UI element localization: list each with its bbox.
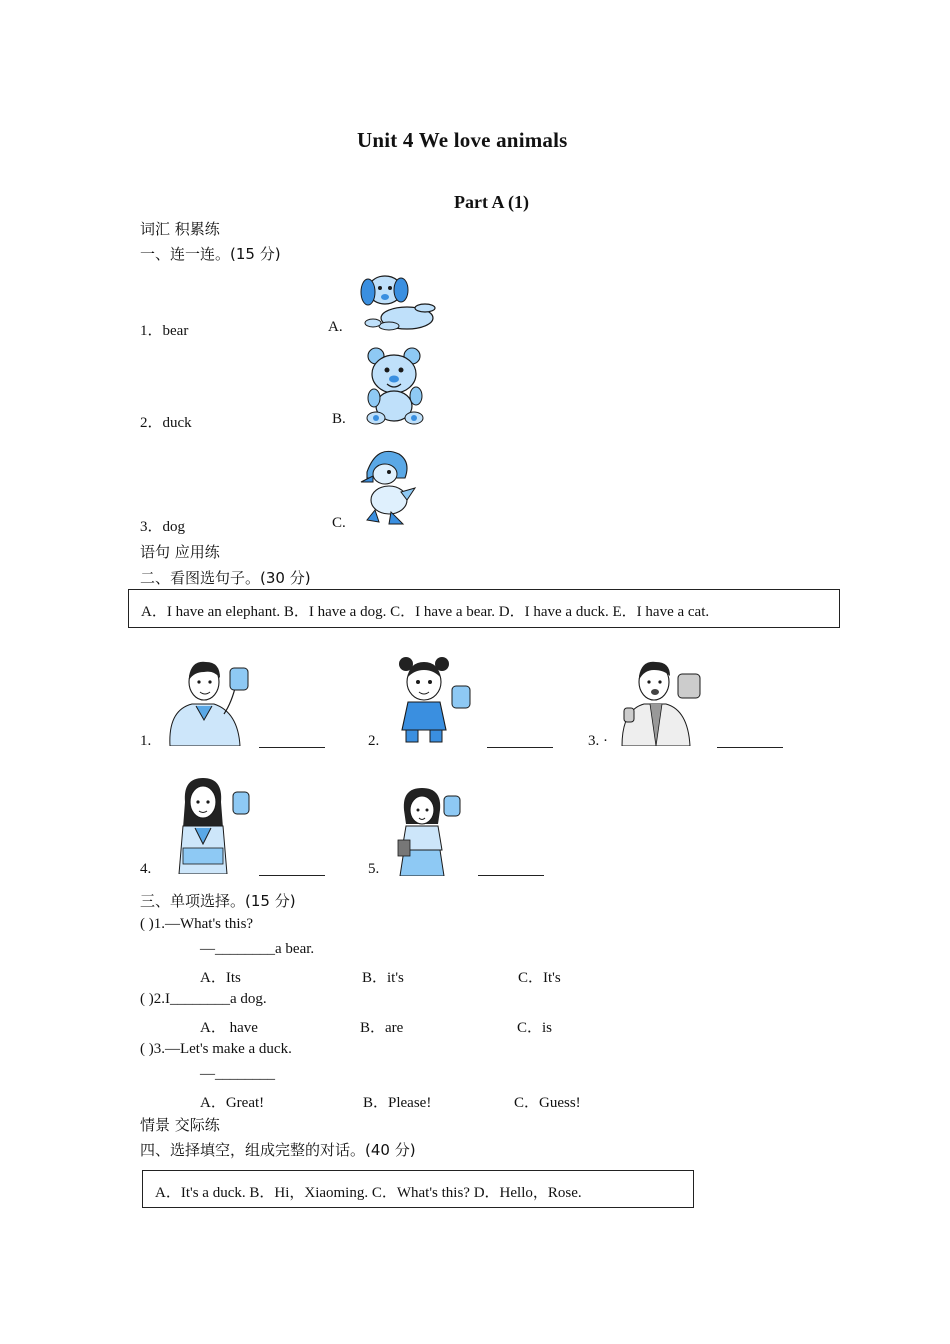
page-title: Unit 4 We love animals (357, 128, 568, 152)
picture-item-4-label: 4. (140, 861, 152, 877)
q1-option-b[interactable]: B．it's (362, 970, 404, 986)
q2-option-a[interactable]: A． have (200, 1020, 258, 1036)
section-three-heading: 三、单项选择。(15 分) (140, 892, 296, 910)
girl-with-bear-toy-icon (165, 772, 251, 874)
picture-item-3-label: 3. · (588, 733, 608, 749)
scene-label: 情景 交际练 (140, 1116, 220, 1134)
picture-item-5-label: 5. (368, 861, 380, 877)
q3-option-c[interactable]: C．Guess! (514, 1095, 581, 1111)
girl-with-duck-toy-icon (390, 652, 474, 746)
vocab-label: 词汇 积累练 (140, 220, 220, 238)
sentence-label: 语句 应用练 (140, 543, 220, 561)
section-four-options-box (142, 1170, 694, 1208)
answer-blank-3[interactable] (717, 733, 783, 753)
picture-item-2-label: 2. (368, 733, 380, 749)
section-two-options-box (128, 589, 840, 628)
duck-picture-icon (357, 444, 419, 530)
option-a-label: A. (328, 319, 343, 335)
option-c-label: C. (332, 515, 346, 531)
boy-with-dog-toy-icon (162, 654, 250, 746)
option-b-label: B. (332, 411, 346, 427)
q1-option-a[interactable]: A．Its (200, 970, 241, 986)
picture-item-1-label: 1. (140, 733, 152, 749)
bear-picture-icon (360, 346, 434, 426)
dog-picture-icon (355, 268, 439, 334)
question-1-response: —________a bear. (200, 941, 315, 957)
section-one-heading: 一、连一连。(15 分) (140, 245, 281, 263)
answer-blank-2[interactable] (487, 733, 553, 753)
section-four-heading: 四、选择填空，组成完整的对话。(40 分) (140, 1141, 416, 1159)
section-four-options: A．It's a duck. B．Hi，Xiaoming. C．What's this? D．Hello，Rose. (155, 1185, 582, 1201)
boy-with-cat-toy-icon (614, 654, 704, 746)
word-duck: 2．duck (140, 415, 192, 431)
q3-option-a[interactable]: A．Great! (200, 1095, 265, 1111)
question-2: ( )2.I________a dog. (140, 991, 267, 1007)
girl-with-elephant-toy-icon (392, 784, 464, 876)
section-two-options: A．I have an elephant. B．I have a dog. C．I have a bear. D．I have a duck. E．I have a cat. (141, 604, 710, 620)
part-heading: Part A (1) (454, 192, 529, 212)
word-dog: 3．dog (140, 519, 186, 535)
question-3-response: —________ (200, 1066, 275, 1082)
answer-blank-5[interactable] (478, 861, 544, 881)
q2-option-b[interactable]: B．are (360, 1020, 404, 1036)
q3-option-b[interactable]: B．Please! (363, 1095, 432, 1111)
section-two-heading: 二、看图选句子。(30 分) (140, 569, 311, 587)
answer-blank-4[interactable] (259, 861, 325, 881)
answer-blank-1[interactable] (259, 733, 325, 753)
q2-option-c[interactable]: C．is (517, 1020, 553, 1036)
q1-option-c[interactable]: C．It's (518, 970, 561, 986)
question-3: ( )3.—Let's make a duck. (140, 1041, 292, 1057)
word-bear: 1．bear (140, 323, 189, 339)
question-1: ( )1.—What's this? (140, 916, 254, 932)
